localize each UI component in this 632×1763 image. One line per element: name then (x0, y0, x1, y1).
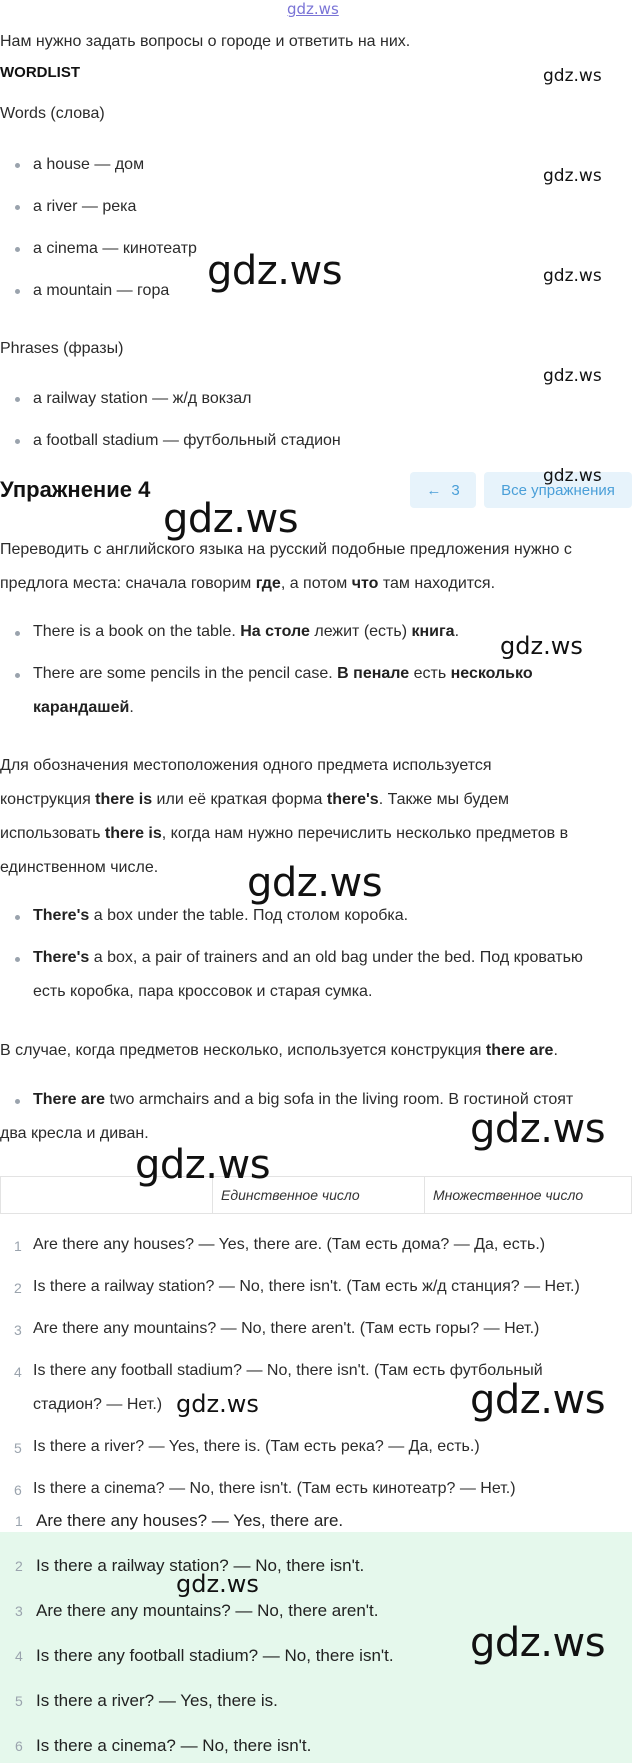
answer-row: Are there any mountains? — No, there aren't. (Там есть горы? — Нет.) (33, 1320, 540, 1337)
watermark-text: gdz.ws (247, 860, 383, 906)
watermark-text: gdz.ws (500, 632, 583, 660)
bullet (15, 957, 20, 962)
answer-number: 4 (14, 1364, 22, 1380)
bold-text: несколько (450, 665, 533, 682)
short-answer-number: 5 (15, 1693, 23, 1709)
answer-row: Is there a railway station? — No, there isn't. (Там есть ж/д станция? — Нет.) (33, 1278, 580, 1295)
bullet (15, 1099, 20, 1104)
watermark-text: gdz.ws (470, 1620, 606, 1666)
bold-text: there's (326, 791, 379, 808)
grammar-table (0, 1176, 632, 1214)
bold-text: there is (104, 825, 162, 842)
answer-row: Are there any houses? — Yes, there are. (Там есть дома? — Да, есть.) (33, 1236, 546, 1253)
example-item-cont: есть коробка, пара кроссовок и старая сумка. (33, 983, 373, 1000)
answer-row: Is there a cinema? — No, there isn't. (Там есть кинотеатр? — Нет.) (33, 1480, 516, 1497)
paragraph-line: единственном числе. (0, 859, 159, 876)
paragraph-line: Для обозначения местоположения одного предмета используется (0, 757, 492, 774)
text-span: , а потом (280, 575, 352, 592)
text-span: two armchairs and a big sofa in the living room. В гостиной стоят (105, 1091, 574, 1108)
word-item: a river — река (33, 198, 137, 215)
answer-row-cont: стадион? — Нет.) (33, 1396, 163, 1413)
bold-text: There's (33, 907, 90, 924)
watermark-text: gdz.ws (176, 1390, 259, 1418)
paragraph-line (0, 574, 495, 594)
phrase-item: a football stadium — футбольный стадион (33, 432, 341, 449)
bullet (15, 247, 20, 252)
table-header-row (1, 1177, 632, 1214)
watermark-text: gdz.ws (470, 1377, 606, 1423)
text-span: , когда нам нужно перечислить несколько предметов в (161, 825, 569, 842)
text-span: использовать (0, 825, 105, 842)
table-header-cell: Единственное число (213, 1177, 425, 1214)
text-span: . (454, 623, 460, 640)
short-answer-number: 6 (15, 1738, 23, 1754)
bold-text: где (255, 575, 281, 592)
answer-number: 1 (14, 1238, 22, 1254)
text-span: есть (409, 665, 451, 682)
watermark-text: gdz.ws (543, 466, 602, 486)
short-answer-number: 1 (15, 1513, 23, 1529)
bold-text: there is (95, 791, 153, 808)
answer-number: 5 (14, 1440, 22, 1456)
text-span: там находится. (378, 575, 496, 592)
short-answer-row: Is there any football stadium? — No, there isn't. (36, 1646, 394, 1665)
bullet (15, 205, 20, 210)
paragraph-line (0, 790, 509, 810)
text-span: a box, a pair of trainers and an old bag under the bed. Под кроватью (89, 949, 583, 966)
watermark-text: gdz.ws (543, 66, 602, 86)
bullet (15, 673, 20, 678)
bold-text: There's (33, 949, 90, 966)
text-span: . (553, 1042, 558, 1059)
text-span: предлога места: сначала говорим (0, 575, 256, 592)
paragraph-line (0, 824, 568, 844)
paragraph-line (0, 1041, 558, 1061)
bullet (15, 289, 20, 294)
watermark-text: gdz.ws (543, 366, 602, 386)
example-item (33, 906, 408, 926)
answer-row: Is there a river? — Yes, there is. (Там есть река? — Да, есть.) (33, 1438, 480, 1455)
text-span: В случае, когда предметов несколько, используется конструкция (0, 1042, 486, 1059)
short-answer-row: Is there a cinema? — No, there isn't. (36, 1736, 312, 1755)
example-item-cont: два кресла и диван. (0, 1125, 149, 1142)
paragraph-line: Переводить с английского языка на русский подобные предложения нужно с (0, 541, 572, 558)
short-answer-row: Is there a railway station? — No, there isn't. (36, 1556, 365, 1575)
answer-number: 3 (14, 1322, 22, 1338)
prev-exercise-button[interactable] (410, 472, 476, 508)
short-answer-row: Is there a river? — Yes, there is. (36, 1691, 278, 1710)
phrase-item: a railway station — ж/д вокзал (33, 390, 252, 407)
word-item: a mountain — гора (33, 282, 170, 299)
bullet (15, 397, 20, 402)
watermark-text: gdz.ws (543, 266, 602, 286)
text-span: a box under the table. Под столом коробка. (89, 907, 409, 924)
bold-text: карандашей (33, 699, 130, 716)
watermark-text: gdz.ws (470, 1106, 606, 1152)
bullet (15, 163, 20, 168)
bullet (15, 439, 20, 444)
bullet (15, 631, 20, 636)
short-answer-number: 2 (15, 1558, 23, 1574)
short-answer-row: Are there any houses? — Yes, there are. (36, 1511, 344, 1530)
short-answer-number: 3 (15, 1603, 23, 1619)
bold-text: There are (33, 1091, 106, 1108)
watermark-text: gdz.ws (207, 248, 343, 294)
intro-text: Нам нужно задать вопросы о городе и ответить на них. (0, 33, 411, 50)
watermark-link[interactable]: gdz.ws (287, 0, 339, 18)
text-span: There is a book on the table. (33, 623, 241, 640)
word-item: a house — дом (33, 156, 145, 173)
bold-text: В пенале (337, 665, 410, 682)
bold-text: На столе (240, 623, 310, 640)
bullet (15, 915, 20, 920)
phrases-heading: Phrases (фразы) (0, 340, 124, 357)
answer-row: Is there any football stadium? — No, there isn't. (Там есть футбольный (33, 1362, 543, 1379)
text-span: . Также мы будем (378, 791, 510, 808)
watermark-text: gdz.ws (176, 1570, 259, 1598)
answer-number: 6 (14, 1482, 22, 1498)
bold-text: there are (485, 1042, 554, 1059)
text-span: There are some pencils in the pencil case. (33, 665, 338, 682)
watermark-text: gdz.ws (163, 496, 299, 542)
example-item (33, 622, 459, 642)
example-item (33, 664, 533, 684)
words-heading: Words (слова) (0, 105, 105, 122)
arrow-left-icon: ← (426, 481, 442, 499)
short-answer-number: 4 (15, 1648, 23, 1664)
watermark-text: gdz.ws (543, 166, 602, 186)
text-span: лежит (есть) (309, 623, 412, 640)
example-item (33, 948, 583, 968)
text-span: или её краткая форма (152, 791, 327, 808)
table-header-cell: Множественное число (425, 1177, 632, 1214)
exercise-title: Упражнение 4 (0, 477, 151, 502)
bold-text: что (351, 575, 379, 592)
wordlist-title: WORDLIST (0, 64, 80, 81)
all-exercises-button[interactable]: Все упражнения (484, 472, 632, 508)
example-item-cont (33, 698, 134, 718)
text-span: конструкция (0, 791, 96, 808)
text-span: . (129, 699, 134, 716)
answer-number: 2 (14, 1280, 22, 1296)
prev-exercise-number: 3 (451, 481, 460, 499)
word-item: a cinema — кинотеатр (33, 240, 197, 257)
bold-text: книга (411, 623, 455, 640)
short-answer-row: Are there any mountains? — No, there aren't. (36, 1601, 379, 1620)
watermark-text: gdz.ws (135, 1142, 271, 1188)
